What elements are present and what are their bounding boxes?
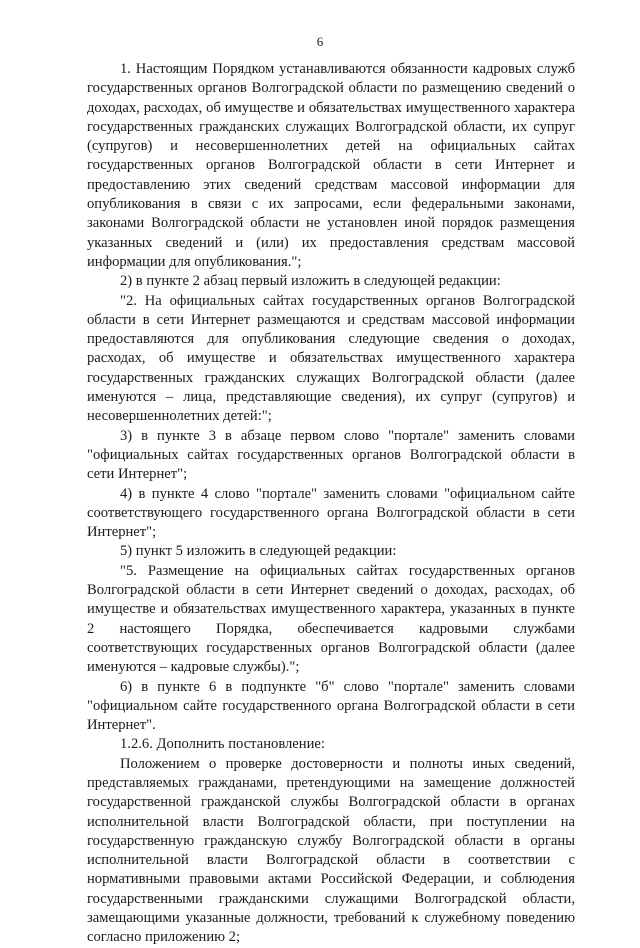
paragraph-item-2: 2) в пункте 2 абзац первый изложить в следующей редакции: (120, 273, 501, 290)
paragraph-quoted-point-2: "2. На официальных сайтах государственных органов Волгоградской области в сети Интернет размещаются и средствам массовой информации предоставляются для опубликования следующие сведения о доходах, расходах, об имуществе и обязательствах имущественного характера государственных гражданских служащих Волгоградской области (далее именуются – лица, представляющие сведения), их супруг (супругов) и несовершеннолетних детей:"; (87, 292, 575, 425)
paragraph-quoted-point-5: "5. Размещение на официальных сайтах государственных органов Волгоградской области в сети Интернет сведений о доходах, расходах, об имуществе и обязательствах имущественного характера, указанных в пункте 2 настоящего Порядка, обеспечивается кадровыми службами соответствующих государственных органов Волгоградской области (далее именуются – кадровые службы)."; (87, 562, 575, 676)
paragraph-regulation: Положением о проверке достоверности и полноты иных сведений, представляемых гражданами, претендующими на замещение должностей государственной гражданской службы Волгоградской области в органах исполнительной власти Волгоградской области, при поступлении на государственную гражданскую службу Волгоградской области в органы исполнительной власти Волгоградской области в соответствии с нормативными правовыми актами Российской Федерации, и соблюдения государственными гражданскими служащими Волгоградской области, замещающими указанные должности, требований к служебному поведению согласно приложению 2; (87, 755, 575, 946)
paragraph-item-6: 6) в пункте 6 в подпункте "б" слово "портале" заменить словами "официальном сайте государственного органа Волгоградской области в сети Интернет". (87, 678, 575, 734)
paragraph-item-3: 3) в пункте 3 в абзаце первом слово "портале" заменить словами "официальных сайтах государственных органов Волгоградской области в сети Интернет"; (87, 427, 575, 483)
document-body (87, 60, 575, 948)
paragraph-item-1: 1. Настоящим Порядком устанавливаются обязанности кадровых служб государственных органов Волгоградской области по размещению сведений о доходах, расходах, об имуществе и обязательствах имущественного характера государственных гражданских служащих Волгоградской области, их супруг (супругов) и несовершеннолетних детей на официальных сайтах государственных органов Волгоградской области в сети Интернет и предоставлению этих сведений средствам массовой информации для опубликования в связи с их запросами, если федеральными законами, законами Волгоградской области не установлен иной порядок размещения указанных сведений и (или) их предоставления средствам массовой информации для опубликования."; (87, 61, 575, 270)
paragraph-item-5: 5) пункт 5 изложить в следующей редакции: (120, 543, 397, 560)
page-number: 6 (316, 34, 324, 49)
paragraph-item-4: 4) в пункте 4 слово "портале" заменить словами "официальном сайте соответствующего государственного органа Волгоградской области в сети Интернет"; (87, 485, 575, 541)
paragraph-section-1-2-6: 1.2.6. Дополнить постановление: (120, 736, 325, 753)
